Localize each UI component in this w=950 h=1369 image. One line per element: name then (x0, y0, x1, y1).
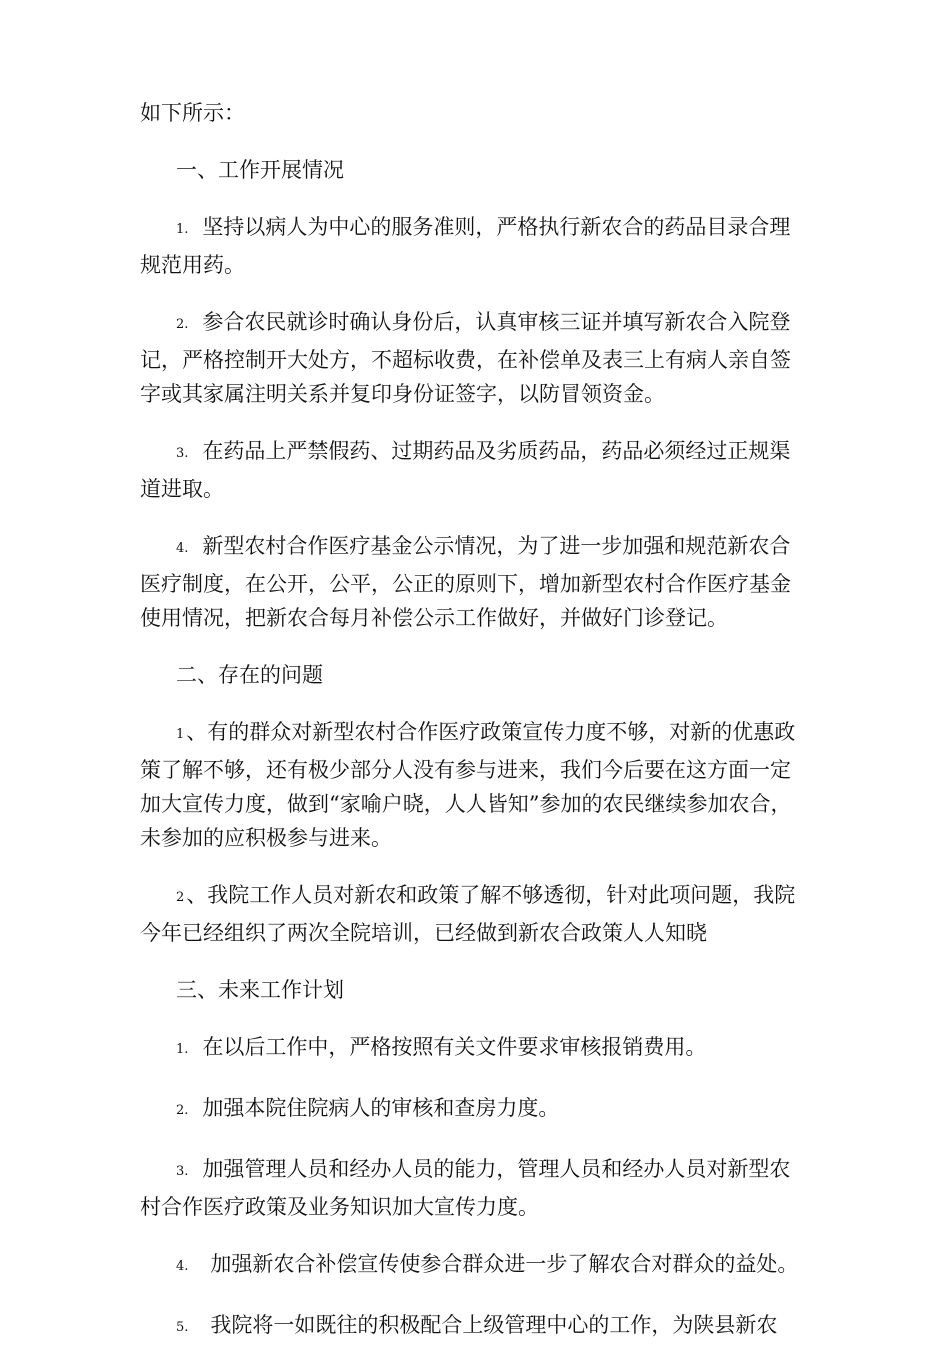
s1-item-2 (140, 305, 840, 411)
item-number: 4. (176, 1259, 189, 1274)
item-number: 1. (176, 1042, 189, 1057)
item-text: 策了解不够，还有极少部分人没有参与进来，我们今后要在这方面一定 (140, 758, 791, 782)
item-number: 3. (176, 446, 189, 461)
item-text: 规范用药。 (140, 253, 245, 277)
s3-item-5 (140, 1308, 840, 1346)
s3-item-1 (140, 1030, 840, 1068)
s1-item-4 (140, 529, 840, 635)
s3-item-2 (140, 1091, 840, 1129)
document-page (140, 96, 840, 1369)
item-text: 未参加的应积极参与进来。 (140, 826, 392, 850)
item-number: 2. (176, 1103, 189, 1118)
item-text: 道进取。 (140, 477, 224, 501)
item-text: 在以后工作中，严格按照有关文件要求审核报销费用。 (202, 1035, 707, 1059)
section-heading-3 (140, 973, 840, 1007)
item-text: 字或其家属注明关系并复印身份证签字，以防冒领资金。 (140, 382, 665, 406)
intro-text: 如下所示： (140, 101, 245, 125)
item-number: 5. (176, 1320, 189, 1335)
item-text: 在药品上严禁假药、过期药品及劣质药品，药品必须经过正规渠 (202, 439, 791, 463)
s3-item-4 (140, 1247, 840, 1285)
item-text: 、我院工作人员对新农和政策了解不够透彻，针对此项问题，我院 (186, 883, 796, 907)
section-heading-1 (140, 153, 840, 187)
item-number: 1 (176, 727, 185, 742)
item-text: 加强管理人员和经办人员的能力，管理人员和经办人员对新型农 (202, 1157, 791, 1181)
s3-item-3 (140, 1152, 840, 1224)
item-text: 加强本院住院病人的审核和查房力度。 (202, 1096, 560, 1120)
s2-item-2 (140, 878, 840, 950)
item-text: 使用情况，把新农合每月补偿公示工作做好，并做好门诊登记。 (140, 606, 728, 630)
item-text: 医疗制度，在公开，公平，公正的原则下，增加新型农村合作医疗基金 (140, 572, 791, 596)
s1-item-3 (140, 434, 840, 506)
item-text: 参合农民就诊时确认身份后，认真审核三证并填写新农合入院登 (202, 310, 791, 334)
item-text: 新型农村合作医疗基金公示情况，为了进一步加强和规范新农合 (202, 534, 791, 558)
item-number: 2 (176, 890, 185, 905)
s1-item-1 (140, 210, 840, 282)
section-3-heading: 三、未来工作计划 (176, 978, 344, 1002)
item-text: 我院将一如既往的积极配合上级管理中心的工作，为陕县新农 (210, 1313, 778, 1337)
item-number: 4. (176, 541, 189, 556)
intro-paragraph (140, 96, 840, 130)
item-text: 加强新农合补偿宣传使参合群众进一步了解农合对群众的益处。 (210, 1252, 799, 1276)
item-text: 、有的群众对新型农村合作医疗政策宣传力度不够，对新的优惠政 (186, 720, 796, 744)
item-text: 加大宣传力度，做到“家喻户晓，人人皆知”参加的农民继续参加农合， (140, 792, 792, 816)
section-heading-2 (140, 658, 840, 692)
s2-item-1 (140, 715, 840, 855)
section-1-heading: 一、工作开展情况 (176, 158, 344, 182)
item-text: 记，严格控制开大处方，不超标收费，在补偿单及表三上有病人亲自签 (140, 348, 791, 372)
item-number: 1. (176, 222, 189, 237)
item-text: 坚持以病人为中心的服务准则，严格执行新农合的药品目录合理 (202, 215, 791, 239)
item-number: 2. (176, 317, 189, 332)
item-text: 村合作医疗政策及业务知识加大宣传力度。 (140, 1195, 539, 1219)
item-text: 今年已经组织了两次全院培训，已经做到新农合政策人人知晓 (140, 921, 707, 945)
section-2-heading: 二、存在的问题 (176, 663, 323, 687)
item-number: 3. (176, 1164, 189, 1179)
